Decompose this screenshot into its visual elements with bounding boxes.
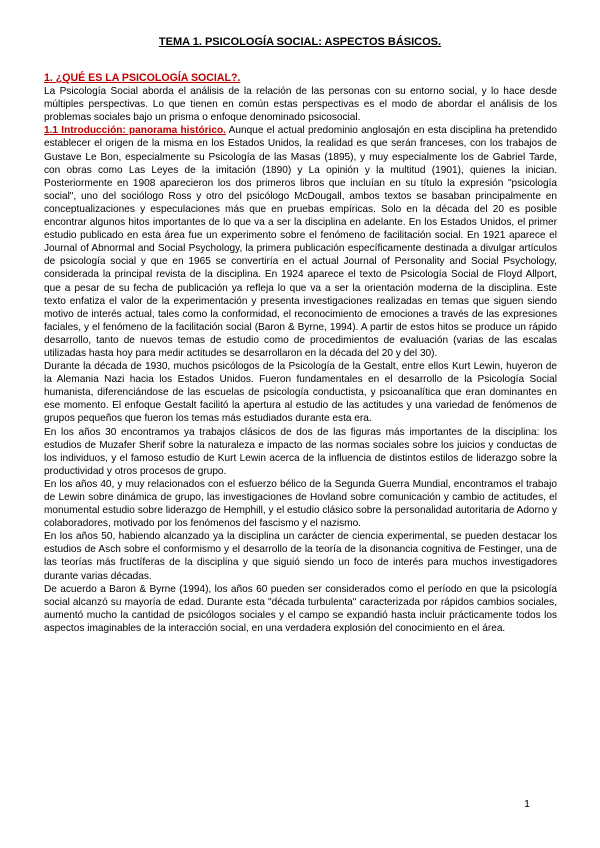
intro-paragraph: La Psicología Social aborda el análisis de la relación de las personas con su entorno social, y lo hace desde múltiples perspectivas. Lo que tienen en común estas perspectivas es el modo de abordar el análisis de los problemas sociales bajo un prisma o enfoque denominado psicosocial. — [44, 86, 557, 124]
paragraph-1950s: En los años 50, habiendo alcanzado ya la disciplina un carácter de ciencia experimental, se pueden destacar los estudios de Asch sobre el conformismo y el desarrollo de la teoría de la disonancia cognitiva de Festinger, una de las teorías más fructíferas de la disciplina y que siguió siendo un foco de interés para muchos investigadores durante varias décadas. — [44, 531, 557, 582]
paragraph-1940s: En los años 40, y muy relacionados con el esfuerzo bélico de la Segunda Guerra Mundial, encontramos el trabajo de Lewin sobre dinámica de grupo, las investigaciones de Hovland sobre comunicación y cambio de actitudes, el monumental estudio sobre liderazgo de Hemphill, y el estudio clásico sobre la personalidad autoritaria de Adorno y colaboradores, motivado por los fenómenos del fascismo y el nazismo. — [44, 478, 557, 530]
document-title: TEMA 1. PSICOLOGÍA SOCIAL: ASPECTOS BÁSICOS. — [158, 36, 442, 48]
document-body — [44, 72, 557, 635]
paragraph-1930s: En los años 30 encontramos ya trabajos clásicos de dos de las figuras más importantes de la disciplina: los estudios de Muzafer Sherif sobre la naturaleza e impacto de las normas sociales sobre los juicios y conductas de los individuos, y el famoso estudio de Kurt Lewin acerca de la influencia de distintos estilos de liderazgo sobre la productividad y otros procesos de grupo. — [44, 426, 557, 477]
history-paragraph-text: Aunque el actual predominio anglosajón en esta disciplina ha pretendido establecer el origen de la misma en los Estados Unidos, la realidad es que serán franceses, con los trabajos de Gustave Le Bon, especialmente su Psicología de las Masas (1895), y muy especialmente los de Gabriel Tarde, con obras como Las Leyes de la imitación (1890) y La opinión y la multitud (1901), quienes la inician. Posteriormente en 1908 aparecieron los dos primeros libros que incluían en su título la expresión "psicología social", uno del sociólogo Ross y otro del psicólogo McDougall, ambos textos se basaban principalmente en conceptualizaciones y especulaciones más que en pruebas empíricas. Solo en la década del 20 es posible encontrar algunos hitos importantes de lo que va a ser la disciplina en adelante. En los Estados Unidos, el primer estudio publicado en esta área fue un experimento sobre el fenómeno de facilitación social. En 1921 aparece el Journal of Abnormal and Social Psychology, la primera publicación específicamente destinada a divulgar artículos de psicología social y que en 1965 se convertiría en el actual Journal of Personality and Social Psychology, considerada la principal revista de la disciplina. En 1924 aparece el texto de Psicología Social de Floyd Allport, que a pesar de su fecha de publicación ya refleja lo que va a ser la orientación moderna de la disciplina. Este texto enfatiza el valor de la experimentación y presenta investigaciones realizadas en temas que siguen siendo motivo de interés actual, tales como la conformidad, el reconocimiento de emociones a través de las expresiones faciales, y el fenómeno de la facilitación social (Baron & Byrne, 1994). A partir de estos hitos se produce un rápido desarrollo, tanto de nuevos temas de estudio como de procedimientos de evaluación (varias de las escalas utilizadas hasta hoy para medir actitudes se desarrollaron en la década del 20 y del 30). — [44, 125, 557, 359]
paragraph-gestalt: Durante la década de 1930, muchos psicólogos de la Psicología de la Gestalt, entre ellos Kurt Lewin, huyeron de la Alemania Nazi hacia los Estados Unidos. Fueron fundamentales en el desarrollo de la Psicología Social humanista, diferenciándose de las escuelas de psicología conductista, y psicoanalítica que eran dominantes en ese momento. El enfoque Gestalt facilitó la apertura al estudio de las actitudes y una variedad de fenómenos de grupos pequeños que fueron los temas más estudiados durante esta era. — [44, 361, 557, 425]
paragraph-1960s: De acuerdo a Baron & Byrne (1994), los años 60 pueden ser considerados como el período en que la psicología social alcanzó su mayoría de edad. Durante esta "década turbulenta" caracterizada por rápidos cambios sociales, aumentó mucho la cantidad de psicólogos sociales y el campo se expandió hasta incluir prácticamente todos los aspectos imaginables de la interacción social, en una verdadera explosión del conocimiento en el área. — [44, 583, 557, 634]
page-number: 1 — [524, 798, 530, 810]
history-paragraph — [44, 124, 557, 360]
subsection-heading: 1.1 Introducción: panorama histórico. — [44, 125, 226, 137]
section-heading: 1. ¿QUÉ ES LA PSICOLOGÍA SOCIAL?. — [44, 72, 241, 84]
